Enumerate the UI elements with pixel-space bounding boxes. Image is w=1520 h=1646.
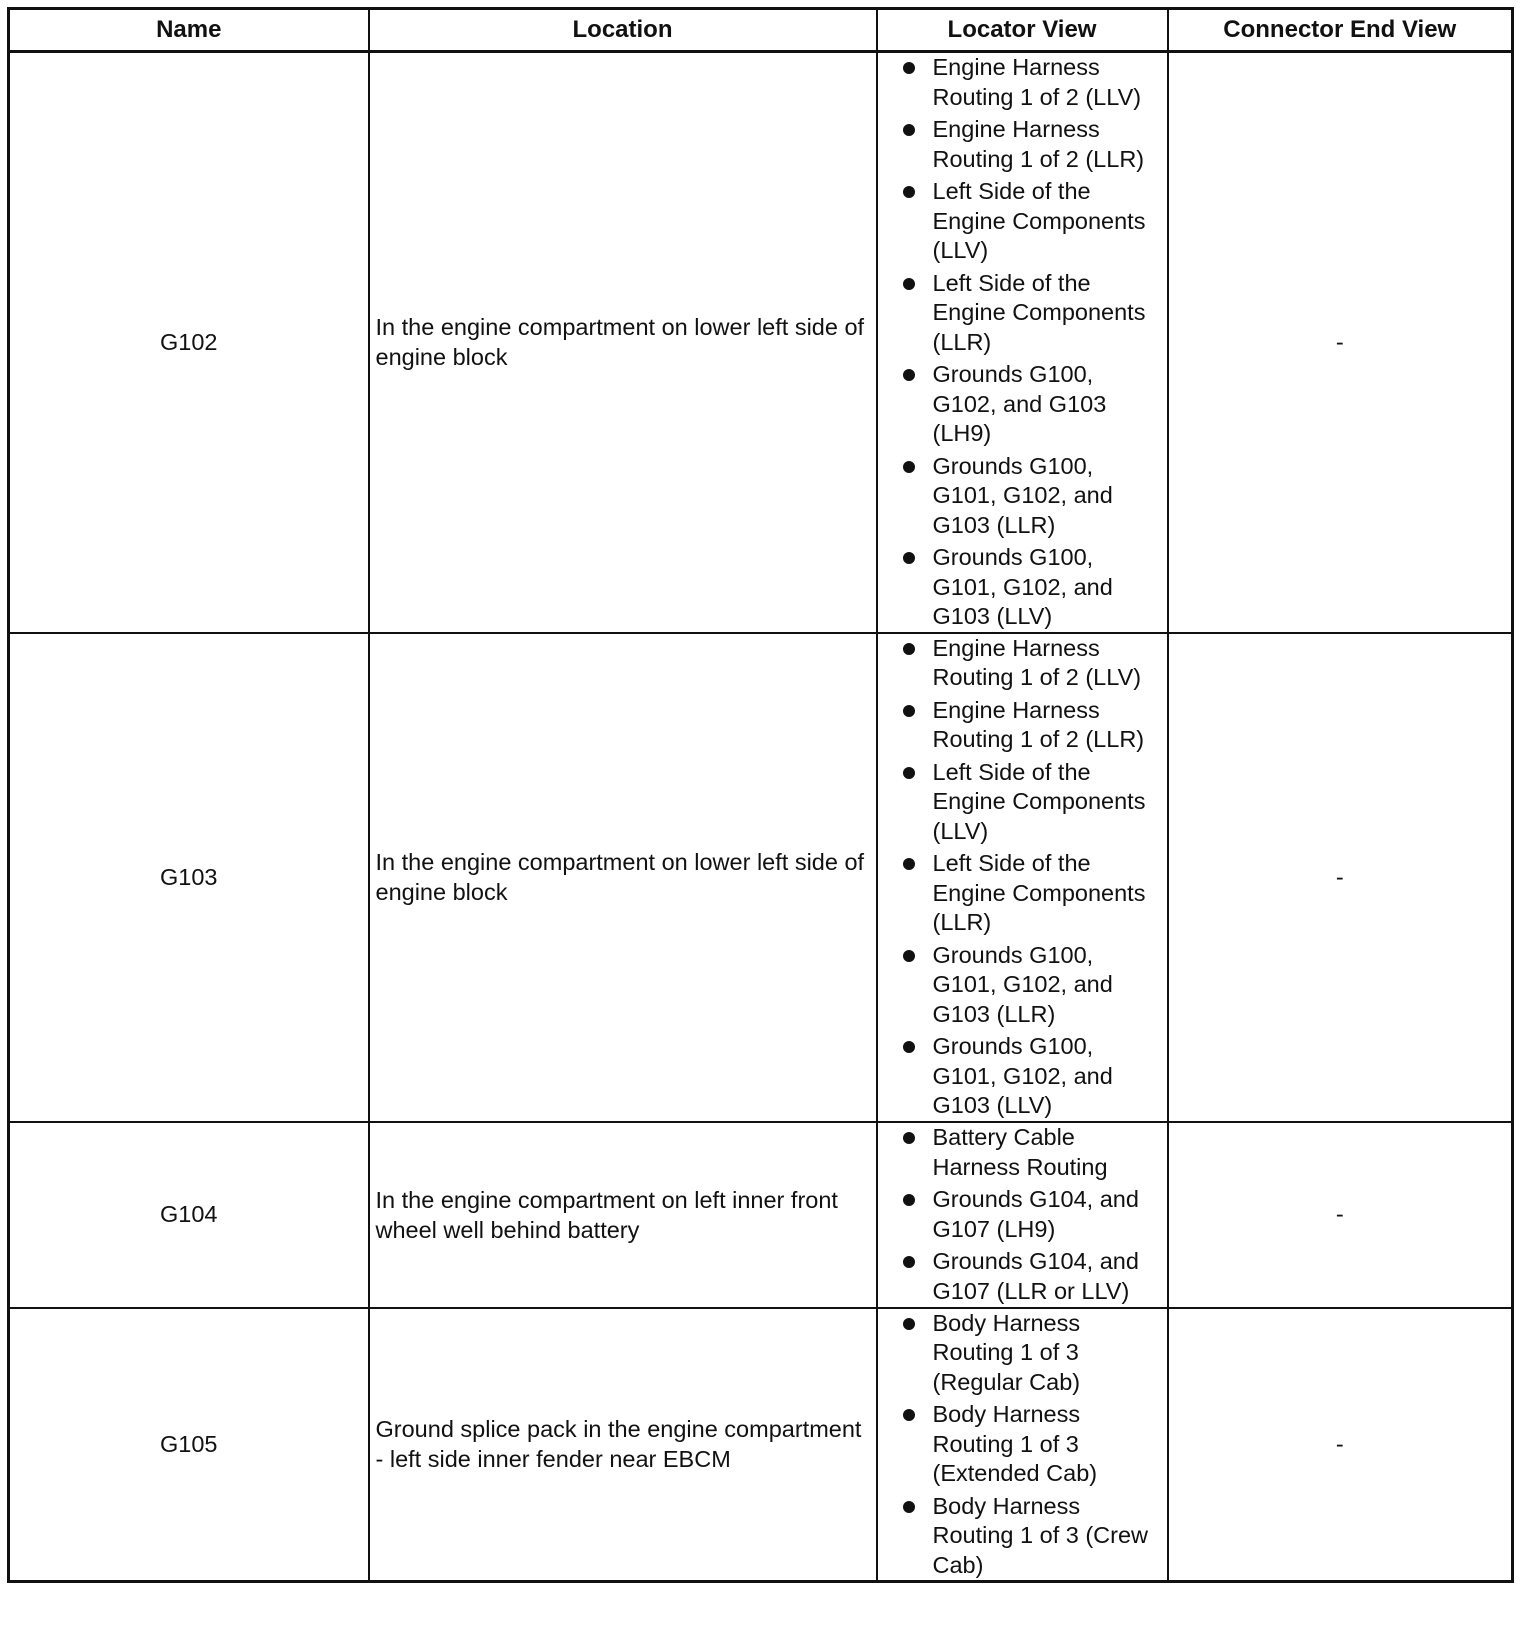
locator-view-list bbox=[884, 53, 1161, 632]
locator-view-cell bbox=[877, 1122, 1168, 1308]
locator-view-item bbox=[884, 360, 1161, 449]
locator-view-item bbox=[884, 177, 1161, 266]
locator-view-cell bbox=[877, 633, 1168, 1122]
bullet-icon bbox=[903, 552, 915, 564]
locator-view-text: Left Side of the Engine Components (LLV) bbox=[932, 178, 1146, 263]
locator-view-text: Left Side of the Engine Components (LLR) bbox=[932, 269, 1146, 355]
bullet-icon bbox=[903, 278, 915, 290]
bullet-icon bbox=[903, 461, 915, 473]
bullet-icon bbox=[903, 1318, 915, 1330]
locator-view-item bbox=[884, 452, 1161, 541]
locator-view-text: Engine Harness Routing 1 of 2 (LLV) bbox=[932, 54, 1142, 110]
locator-view-text: Grounds G100, G101, G102, and G103 (LLV) bbox=[932, 544, 1113, 629]
locator-view-item bbox=[884, 1247, 1161, 1306]
ground-name: G105 bbox=[9, 1308, 369, 1582]
ground-location: Ground splice pack in the engine compartment - left side inner fender near EBCM bbox=[369, 1308, 877, 1582]
locator-view-text: Grounds G100, G102, and G103 (LH9) bbox=[932, 361, 1107, 446]
locator-view-list bbox=[884, 1309, 1161, 1581]
locator-view-item bbox=[884, 758, 1161, 847]
bullet-icon bbox=[903, 1501, 915, 1513]
connector-end-view: - bbox=[1168, 633, 1513, 1122]
header-row bbox=[9, 9, 1513, 52]
bullet-icon bbox=[903, 1256, 915, 1268]
bullet-icon bbox=[903, 1041, 915, 1053]
locator-view-text: Engine Harness Routing 1 of 2 (LLR) bbox=[932, 116, 1145, 172]
locator-view-cell bbox=[877, 1308, 1168, 1582]
locator-view-text: Engine Harness Routing 1 of 2 (LLV) bbox=[932, 634, 1142, 690]
locator-view-item bbox=[884, 941, 1161, 1030]
locator-view-text: Left Side of the Engine Components (LLV) bbox=[932, 758, 1146, 844]
locator-view-text: Battery Cable Harness Routing bbox=[932, 1124, 1108, 1180]
ground-location: In the engine compartment on lower left side of engine block bbox=[369, 633, 877, 1122]
bullet-icon bbox=[903, 767, 915, 779]
locator-view-text: Grounds G100, G101, G102, and G103 (LLR) bbox=[932, 941, 1113, 1027]
ground-name: G103 bbox=[9, 633, 369, 1122]
ground-name: G102 bbox=[9, 52, 369, 633]
locator-view-text: Grounds G104, and G107 (LH9) bbox=[932, 1186, 1139, 1242]
ground-name: G104 bbox=[9, 1122, 369, 1308]
connector-end-view: - bbox=[1168, 1122, 1513, 1308]
bullet-icon bbox=[903, 705, 915, 717]
locator-view-cell bbox=[877, 52, 1168, 633]
locator-view-text: Engine Harness Routing 1 of 2 (LLR) bbox=[932, 696, 1145, 752]
bullet-icon bbox=[903, 858, 915, 870]
header-location: Location bbox=[369, 9, 877, 52]
locator-view-item bbox=[884, 53, 1161, 112]
header-locator-view: Locator View bbox=[877, 9, 1168, 52]
locator-view-list bbox=[884, 1123, 1161, 1306]
locator-view-text: Body Harness Routing 1 of 3 (Extended Cab) bbox=[932, 1401, 1098, 1486]
connector-end-view: - bbox=[1168, 52, 1513, 633]
locator-view-text: Body Harness Routing 1 of 3 (Regular Cab) bbox=[932, 1309, 1081, 1395]
bullet-icon bbox=[903, 62, 915, 74]
locator-view-text: Grounds G100, G101, G102, and G103 (LLV) bbox=[932, 1033, 1113, 1118]
bullet-icon bbox=[903, 950, 915, 962]
locator-view-text: Grounds G100, G101, G102, and G103 (LLR) bbox=[932, 452, 1113, 538]
locator-view-item bbox=[884, 1309, 1161, 1398]
locator-view-list bbox=[884, 634, 1161, 1121]
bullet-icon bbox=[903, 369, 915, 381]
locator-view-text: Body Harness Routing 1 of 3 (Crew Cab) bbox=[932, 1492, 1149, 1578]
locator-view-item bbox=[884, 543, 1161, 632]
locator-view-item bbox=[884, 115, 1161, 174]
table-row bbox=[9, 633, 1513, 1122]
locator-view-item bbox=[884, 696, 1161, 755]
locator-view-item bbox=[884, 1185, 1161, 1244]
header-name: Name bbox=[9, 9, 369, 52]
table-row bbox=[9, 1308, 1513, 1582]
table-row bbox=[9, 1122, 1513, 1308]
bullet-icon bbox=[903, 1132, 915, 1144]
header-connector-end-view: Connector End View bbox=[1168, 9, 1513, 52]
bullet-icon bbox=[903, 1409, 915, 1421]
locator-view-item bbox=[884, 634, 1161, 693]
locator-view-text: Grounds G104, and G107 (LLR or LLV) bbox=[932, 1248, 1139, 1304]
locator-view-item bbox=[884, 849, 1161, 938]
bullet-icon bbox=[903, 1194, 915, 1206]
locator-view-item bbox=[884, 1032, 1161, 1121]
locator-view-item bbox=[884, 1123, 1161, 1182]
ground-location: In the engine compartment on left inner front wheel well behind battery bbox=[369, 1122, 877, 1308]
ground-locations-table bbox=[7, 7, 1514, 1583]
locator-view-text: Left Side of the Engine Components (LLR) bbox=[932, 850, 1146, 935]
ground-location: In the engine compartment on lower left side of engine block bbox=[369, 52, 877, 633]
bullet-icon bbox=[903, 186, 915, 198]
locator-view-item bbox=[884, 1492, 1161, 1581]
locator-view-item bbox=[884, 1400, 1161, 1489]
bullet-icon bbox=[903, 124, 915, 136]
connector-end-view: - bbox=[1168, 1308, 1513, 1582]
locator-view-item bbox=[884, 269, 1161, 358]
bullet-icon bbox=[903, 643, 915, 655]
table-row bbox=[9, 52, 1513, 633]
